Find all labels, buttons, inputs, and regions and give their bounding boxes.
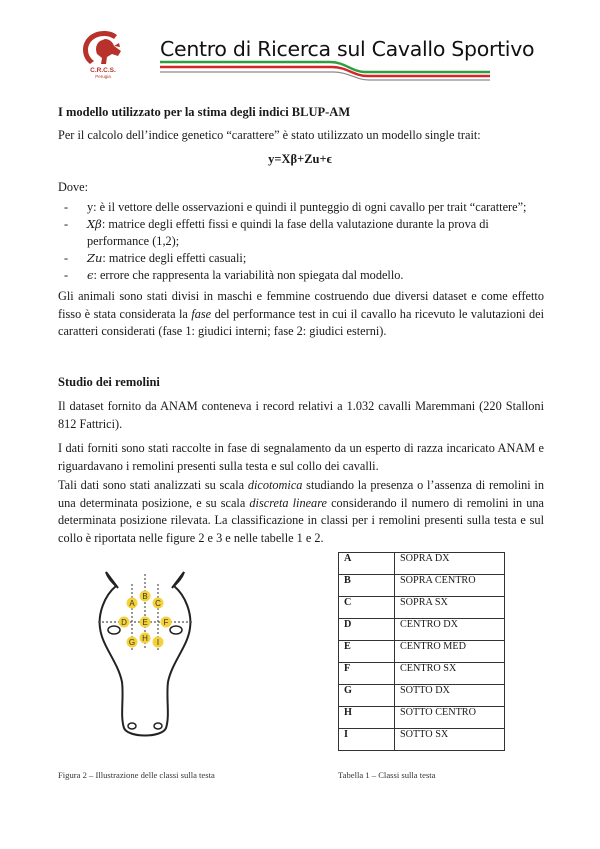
list-item (58, 250, 544, 267)
crcs-logo (74, 28, 132, 80)
list-dash: - (64, 251, 69, 265)
model-formula: y=Xβ+Zu+ϵ (268, 152, 332, 166)
classes-table (338, 552, 505, 751)
model-terms-list (58, 199, 544, 284)
section2-block (58, 374, 544, 392)
table-row (339, 597, 505, 619)
section2-para2: I dati forniti sono stati raccolte in fase di segnalamento da un esperto di razza incaricato ANAM e riguardavano i remolini presenti sulla testa e sul collo dei cavalli. (58, 441, 544, 473)
class-label: G (128, 638, 136, 647)
table-row (339, 663, 505, 685)
section1-block (58, 104, 544, 122)
section1-title: I modello utilizzato per la stima degli indici BLUP-AM (58, 105, 351, 119)
logo-text: C.R.C.S. (90, 67, 116, 74)
list-dash: - (64, 200, 69, 214)
class-label: F (163, 618, 169, 627)
class-key-cell: E (339, 641, 395, 663)
section1-intro: Per il calcolo dell’indice genetico “carattere” è stato utilizzato un modello single trait: (58, 128, 481, 142)
class-label: A (129, 599, 135, 608)
header-stripes (160, 58, 490, 84)
table-row (339, 619, 505, 641)
class-label: B (142, 592, 148, 601)
class-value-cell: SOPRA CENTRO (395, 575, 505, 597)
logo-subtext: Perugia (95, 74, 111, 79)
class-key-cell: A (339, 553, 395, 575)
term-text: : matrice degli effetti casuali; (102, 251, 247, 265)
class-key-cell: H (339, 707, 395, 729)
class-key-cell: G (339, 685, 395, 707)
header-title: Centro di Ricerca sul Cavallo Sportivo (160, 37, 535, 61)
term-symbol: Zu (87, 251, 103, 265)
table-row (339, 707, 505, 729)
class-label: C (155, 599, 161, 608)
class-value-cell: SOPRA SX (395, 597, 505, 619)
class-key-cell: B (339, 575, 395, 597)
table-row (339, 641, 505, 663)
figure-caption: Figura 2 – Illustrazione delle classi sulla testa (58, 770, 215, 780)
term-symbol: ϵ (87, 268, 94, 282)
class-value-cell: CENTRO DX (395, 619, 505, 641)
class-key-cell: I (339, 729, 395, 751)
class-label: I (156, 638, 160, 647)
term-text: y: è il vettore delle osservazioni e quindi il punteggio di ogni cavallo per trait “carattere”; (87, 200, 527, 214)
class-key-cell: F (339, 663, 395, 685)
class-value-cell: SOPRA DX (395, 553, 505, 575)
list-item (58, 199, 544, 216)
list-item (58, 216, 544, 250)
section2-para3: Tali dati sono stati analizzati su scala dicotomica studiando la presenza o l’assenza di remolini in una determinata posizione, e su scala discreta lineare considerando il numero di remolini in una determinata posizione rilevata. La classificazione in classi per i remolini presenti sulla testa e sul collo è riportata nelle figure 2 e 3 e nelle tabelle 1 e 2. (58, 478, 544, 545)
term-text: : matrice degli effetti fissi e quindi la fase della valutazione durante la prova di performance (1,2); (87, 217, 489, 248)
class-value-cell: CENTRO MED (395, 641, 505, 663)
dove-label: Dove: (58, 180, 89, 194)
class-label: D (121, 618, 127, 627)
list-dash: - (64, 268, 69, 282)
dataset-paragraph: Gli animali sono stati divisi in maschi e femmine costruendo due diversi dataset e come effetto fisso è stata considerata la fase del performance test in cui il cavallo ha ricevuto le valutazioni dei caratteri considerati (fase 1: giudici interni; fase 2: giudici esterni). (58, 289, 545, 338)
term-text: : errore che rappresenta la variabilità non spiegata dal modello. (93, 268, 404, 282)
table-row (339, 729, 505, 751)
class-value-cell: SOTTO CENTRO (395, 707, 505, 729)
section2-para1: Il dataset fornito da ANAM conteneva i record relativi a 1.032 cavalli Maremmani (220 Stalloni 812 Fattrici). (58, 399, 544, 431)
horse-head-figure (92, 566, 198, 742)
table-row (339, 575, 505, 597)
term-symbol: Xβ (87, 217, 102, 231)
class-label: H (142, 634, 148, 643)
section2-title: Studio dei remolini (58, 375, 160, 389)
list-dash: - (64, 217, 69, 231)
class-value-cell: SOTTO DX (395, 685, 505, 707)
list-item (58, 267, 544, 284)
class-value-cell: SOTTO SX (395, 729, 505, 751)
class-value-cell: CENTRO SX (395, 663, 505, 685)
class-label: E (142, 618, 148, 627)
class-key-cell: D (339, 619, 395, 641)
table-row (339, 553, 505, 575)
table-row (339, 685, 505, 707)
table-caption: Tabella 1 – Classi sulla testa (338, 770, 436, 780)
class-key-cell: C (339, 597, 395, 619)
